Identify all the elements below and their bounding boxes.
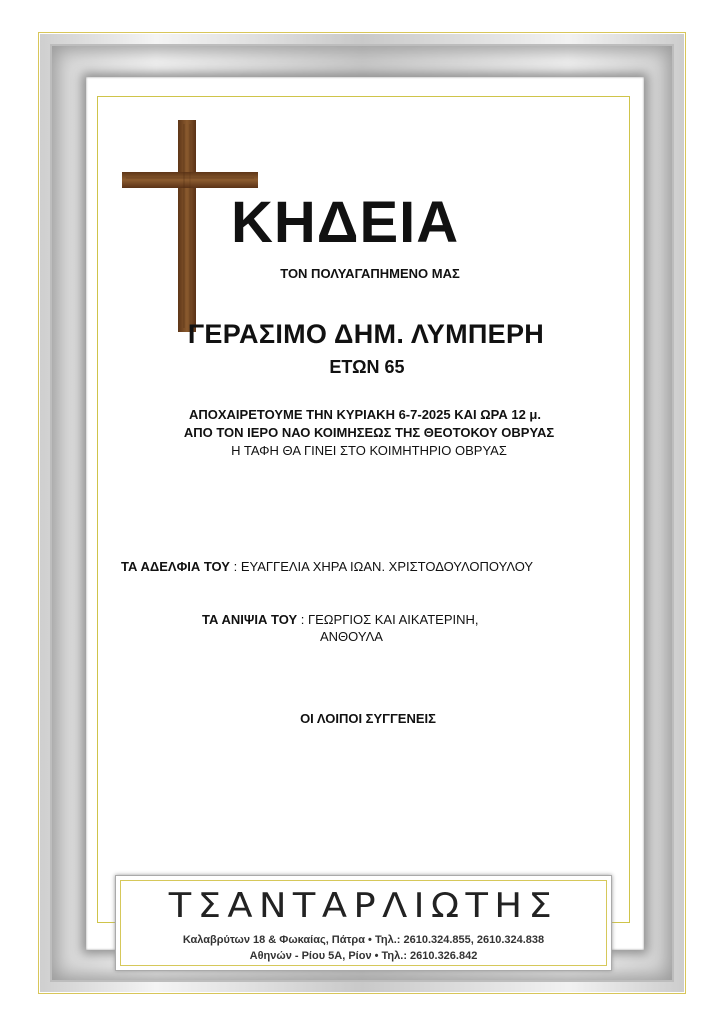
nephews-line: [202, 612, 479, 627]
announcement-line: ΑΠΟ ΤΟΝ ΙΕΡΟ ΝΑΟ ΚΟΙΜΗΣΕΩΣ ΤΗΣ ΘΕΟΤΟΚΟΥ ΟΒΡΥΑΣ: [183, 425, 555, 440]
announcement-line: Η ΤΑΦΗ ΘΑ ΓΙΝΕΙ ΣΤΟ ΚΟΙΜΗΤΗΡΙΟ ΟΒΡΥΑΣ: [231, 443, 507, 458]
siblings-value: : ΕΥΑΓΓΕΛΙΑ ΧΗΡΑ ΙΩΑΝ. ΧΡΙΣΤΟΔΟΥΛΟΠΟΥΛΟΥ: [229, 559, 534, 574]
funeral-home-footer: [115, 875, 612, 971]
nephews-value-continued: ΑΝΘΟΥΛΑ: [320, 629, 383, 644]
notice-subtitle: ΤΟΝ ΠΟΛΥΑΓΑΠΗΜΕΝΟ ΜΑΣ: [280, 266, 460, 281]
deceased-age: ΕΤΩΝ 65: [329, 357, 405, 377]
announcement-line: ΑΠΟΧΑΙΡΕΤΟΥΜΕ ΤΗΝ ΚΥΡΙΑΚΗ 6-7-2025 ΚΑΙ ΩΡΑ 12 μ.: [188, 407, 541, 422]
footer-address-rion: Αθηνών - Ρίου 5Α, Ρίον • Τηλ.: 2610.326.842: [249, 950, 478, 962]
footer-address-patra: Καλαβρύτων 18 & Φωκαίας, Πάτρα • Τηλ.: 2610.324.855, 2610.324.838: [182, 934, 545, 946]
siblings-line: [121, 559, 533, 574]
other-relatives: ΟΙ ΛΟΙΠΟΙ ΣΥΓΓΕΝΕΙΣ: [300, 711, 436, 726]
nephews-value: : ΓΕΩΡΓΙΟΣ ΚΑΙ ΑΙΚΑΤΕΡΙΝΗ,: [297, 612, 479, 627]
deceased-name: ΓΕΡΑΣΙΜΟ ΔΗΜ. ΛΥΜΠΕΡΗ: [187, 319, 545, 349]
funeral-home-logo: ΤΣΑΝΤΑΡΛΙΩΤΗΣ: [168, 886, 559, 926]
siblings-label: ΤΑ ΑΔΕΛΦΙΑ ΤΟΥ: [121, 559, 230, 574]
nephews-label: ΤΑ ΑΝΙΨΙΑ ΤΟΥ: [202, 612, 298, 627]
notice-title: ΚΗΔΕΙΑ: [231, 190, 460, 255]
